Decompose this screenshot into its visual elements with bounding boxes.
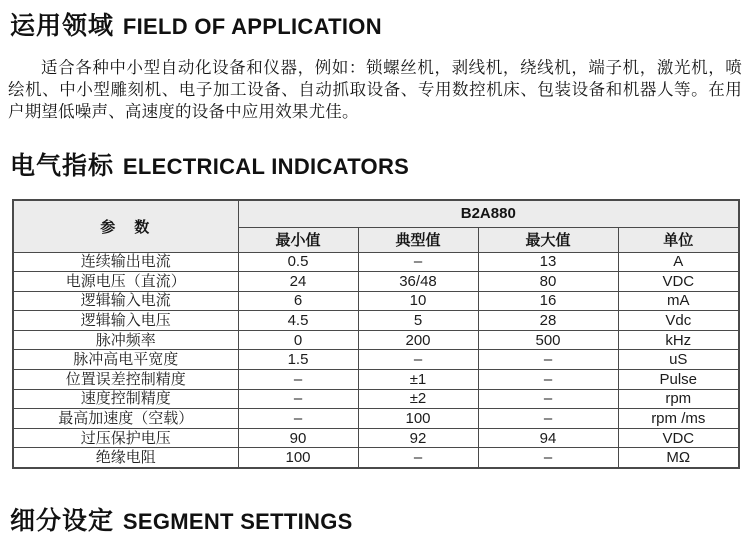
unit-cell: Pulse	[618, 370, 739, 390]
col-header-max: 最大值	[478, 227, 618, 252]
table-row	[13, 330, 739, 350]
min-cell: 6	[238, 291, 358, 311]
electrical-indicators-table	[12, 199, 740, 469]
min-cell: –	[238, 370, 358, 390]
unit-cell: VDC	[618, 272, 739, 292]
min-cell: 100	[238, 448, 358, 468]
unit-cell: MΩ	[618, 448, 739, 468]
param-cell: 电源电压（直流）	[13, 272, 238, 292]
param-cell: 脉冲频率	[13, 330, 238, 350]
param-cell: 最高加速度（空载）	[13, 409, 238, 429]
max-cell: –	[478, 448, 618, 468]
section-title-segment	[10, 503, 750, 537]
electrical-title-en: ELECTRICAL INDICATORS	[122, 154, 410, 179]
col-header-unit: 单位	[618, 227, 739, 252]
typ-cell: 36/48	[358, 272, 478, 292]
typ-cell: 10	[358, 291, 478, 311]
max-cell: –	[478, 370, 618, 390]
table-row	[13, 370, 739, 390]
max-cell: 28	[478, 311, 618, 331]
max-cell: 500	[478, 330, 618, 350]
typ-cell: –	[358, 350, 478, 370]
section-title-electrical	[10, 148, 750, 182]
param-cell: 逻辑输入电流	[13, 291, 238, 311]
application-title-cn: 运用领域	[10, 12, 115, 40]
max-cell: 80	[478, 272, 618, 292]
typ-cell: 200	[358, 330, 478, 350]
electrical-table-body	[13, 252, 739, 468]
param-cell: 逻辑输入电压	[13, 311, 238, 331]
table-row	[13, 311, 739, 331]
typ-cell: ±1	[358, 370, 478, 390]
table-row	[13, 428, 739, 448]
table-header-model-row	[13, 200, 739, 227]
typ-cell: –	[358, 448, 478, 468]
unit-cell: VDC	[618, 428, 739, 448]
electrical-title-cn: 电气指标	[10, 152, 115, 180]
min-cell: 90	[238, 428, 358, 448]
typ-cell: 92	[358, 428, 478, 448]
max-cell: –	[478, 409, 618, 429]
unit-cell: rpm /ms	[618, 409, 739, 429]
param-cell: 连续输出电流	[13, 252, 238, 272]
application-title-en: FIELD OF APPLICATION	[122, 14, 382, 39]
max-cell: 16	[478, 291, 618, 311]
param-cell: 位置误差控制精度	[13, 370, 238, 390]
unit-cell: Vdc	[618, 311, 739, 331]
unit-cell: kHz	[618, 330, 739, 350]
typ-cell: 100	[358, 409, 478, 429]
table-row	[13, 272, 739, 292]
typ-cell: ±2	[358, 389, 478, 409]
unit-cell: mA	[618, 291, 739, 311]
param-cell: 脉冲高电平宽度	[13, 350, 238, 370]
table-row	[13, 252, 739, 272]
param-cell: 绝缘电阻	[13, 448, 238, 468]
max-cell: –	[478, 350, 618, 370]
min-cell: –	[238, 409, 358, 429]
max-cell: 13	[478, 252, 618, 272]
max-cell: –	[478, 389, 618, 409]
table-row	[13, 291, 739, 311]
param-cell: 过压保护电压	[13, 428, 238, 448]
unit-cell: rpm	[618, 389, 739, 409]
min-cell: 24	[238, 272, 358, 292]
table-row	[13, 448, 739, 468]
section-title-application	[10, 0, 750, 42]
col-header-typ: 典型值	[358, 227, 478, 252]
min-cell: 4.5	[238, 311, 358, 331]
table-row	[13, 409, 739, 429]
segment-title-en: SEGMENT SETTINGS	[122, 508, 353, 534]
unit-cell: A	[618, 252, 739, 272]
model-header: B2A880	[238, 200, 739, 227]
param-column-header: 参 数	[13, 200, 238, 252]
table-row	[13, 350, 739, 370]
unit-cell: uS	[618, 350, 739, 370]
application-paragraph: 适合各种中小型自动化设备和仪器，例如：锁螺丝机，剥线机，绕线机，端子机，激光机，喷绘机、中小型雕刻机、电子加工设备、自动抓取设备、专用数控机床、包装设备和机器人等。在用户期望低噪声、高速度的设备中应用效果尤佳。	[8, 59, 742, 121]
segment-title-cn: 细分设定	[10, 506, 115, 535]
table-row	[13, 389, 739, 409]
typ-cell: –	[358, 252, 478, 272]
param-cell: 速度控制精度	[13, 389, 238, 409]
max-cell: 94	[478, 428, 618, 448]
min-cell: –	[238, 389, 358, 409]
min-cell: 0.5	[238, 252, 358, 272]
min-cell: 1.5	[238, 350, 358, 370]
min-cell: 0	[238, 330, 358, 350]
col-header-min: 最小值	[238, 227, 358, 252]
typ-cell: 5	[358, 311, 478, 331]
